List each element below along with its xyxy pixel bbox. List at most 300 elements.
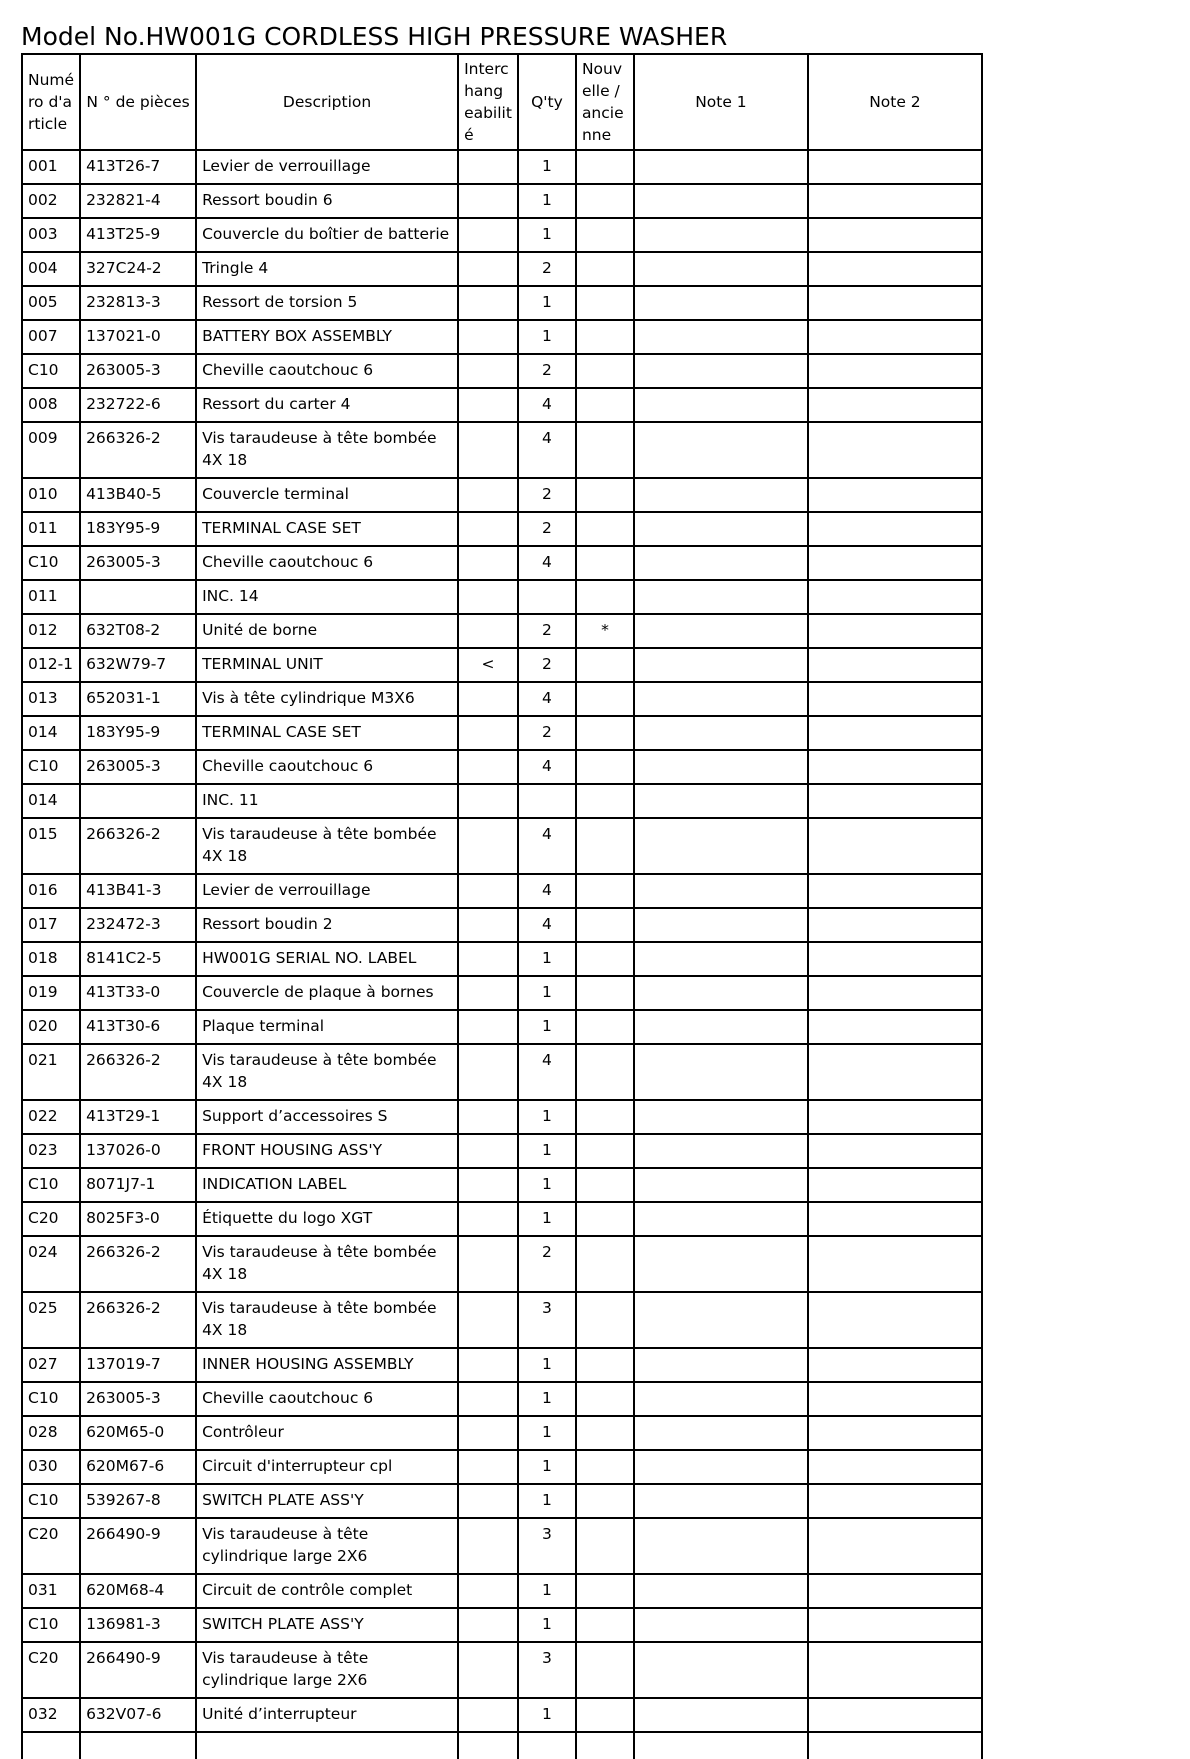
new-old-cell <box>576 1642 634 1698</box>
description-cell: Ressort du carter 4 <box>196 388 458 422</box>
part-number-cell: 266326-2 <box>80 1044 196 1100</box>
note-1-cell <box>634 218 808 252</box>
part-number-cell: 183Y95-9 <box>80 716 196 750</box>
quantity-cell <box>518 1732 576 1759</box>
description-cell: Cheville caoutchouc 6 <box>196 750 458 784</box>
part-number-cell: 263005-3 <box>80 750 196 784</box>
note-2-cell <box>808 286 982 320</box>
new-old-cell <box>576 1100 634 1134</box>
interchangeability-cell <box>458 716 518 750</box>
note-1-cell <box>634 1608 808 1642</box>
table-row <box>22 546 982 580</box>
description-cell: HW001G SERIAL NO. LABEL <box>196 942 458 976</box>
note-2-cell <box>808 252 982 286</box>
item-number-cell: 004 <box>22 252 80 286</box>
table-row <box>22 614 982 648</box>
description-cell: Étiquette du logo XGT <box>196 1202 458 1236</box>
header-quantity: Q'ty <box>518 54 576 150</box>
part-number-cell: 413T30-6 <box>80 1010 196 1044</box>
item-number-cell: C10 <box>22 546 80 580</box>
description-cell <box>196 1732 458 1759</box>
interchangeability-cell <box>458 682 518 716</box>
note-2-cell <box>808 388 982 422</box>
item-number-cell: C20 <box>22 1518 80 1574</box>
interchangeability-cell <box>458 1044 518 1100</box>
note-2-cell <box>808 1518 982 1574</box>
part-number-cell: 137026-0 <box>80 1134 196 1168</box>
new-old-cell <box>576 1518 634 1574</box>
note-1-cell <box>634 1348 808 1382</box>
item-number-cell: 031 <box>22 1574 80 1608</box>
table-row <box>22 1642 982 1698</box>
quantity-cell: 4 <box>518 874 576 908</box>
note-1-cell <box>634 1202 808 1236</box>
table-row <box>22 942 982 976</box>
note-1-cell <box>634 1698 808 1732</box>
table-row <box>22 784 982 818</box>
interchangeability-cell <box>458 784 518 818</box>
note-1-cell <box>634 1168 808 1202</box>
table-row <box>22 1698 982 1732</box>
quantity-cell: 2 <box>518 614 576 648</box>
note-2-cell <box>808 478 982 512</box>
note-2-cell <box>808 1236 982 1292</box>
note-2-cell <box>808 1044 982 1100</box>
quantity-cell: 1 <box>518 320 576 354</box>
part-number-cell: 413T29-1 <box>80 1100 196 1134</box>
quantity-cell: 1 <box>518 1382 576 1416</box>
interchangeability-cell <box>458 580 518 614</box>
note-2-cell <box>808 1382 982 1416</box>
note-2-cell <box>808 1416 982 1450</box>
quantity-cell: 4 <box>518 818 576 874</box>
quantity-cell: 1 <box>518 184 576 218</box>
new-old-cell <box>576 1416 634 1450</box>
new-old-cell <box>576 1044 634 1100</box>
note-2-cell <box>808 218 982 252</box>
item-number-cell: 028 <box>22 1416 80 1450</box>
quantity-cell: 1 <box>518 1450 576 1484</box>
item-number-cell: 005 <box>22 286 80 320</box>
note-1-cell <box>634 942 808 976</box>
item-number-cell: 008 <box>22 388 80 422</box>
item-number-cell: 030 <box>22 1450 80 1484</box>
item-number-cell: 022 <box>22 1100 80 1134</box>
part-number-cell <box>80 1732 196 1759</box>
item-number-cell: 020 <box>22 1010 80 1044</box>
table-row <box>22 1292 982 1348</box>
new-old-cell: * <box>576 614 634 648</box>
part-number-cell: 232472-3 <box>80 908 196 942</box>
note-2-cell <box>808 1732 982 1759</box>
interchangeability-cell <box>458 1292 518 1348</box>
new-old-cell <box>576 184 634 218</box>
interchangeability-cell <box>458 942 518 976</box>
description-cell: Cheville caoutchouc 6 <box>196 354 458 388</box>
quantity-cell: 2 <box>518 478 576 512</box>
new-old-cell <box>576 1608 634 1642</box>
description-cell: Tringle 4 <box>196 252 458 286</box>
description-cell: TERMINAL UNIT <box>196 648 458 682</box>
note-2-cell <box>808 1292 982 1348</box>
new-old-cell <box>576 648 634 682</box>
new-old-cell <box>576 1382 634 1416</box>
description-cell: Vis taraudeuse à tête bombée 4X 18 <box>196 818 458 874</box>
interchangeability-cell <box>458 354 518 388</box>
new-old-cell <box>576 1348 634 1382</box>
new-old-cell <box>576 150 634 184</box>
note-2-cell <box>808 648 982 682</box>
note-2-cell <box>808 874 982 908</box>
part-number-cell: 263005-3 <box>80 1382 196 1416</box>
note-1-cell <box>634 750 808 784</box>
header-new-old: Nouv elle / ancie nne <box>576 54 634 150</box>
new-old-cell <box>576 750 634 784</box>
item-number-cell: 003 <box>22 218 80 252</box>
item-number-cell: 011 <box>22 512 80 546</box>
table-row <box>22 150 982 184</box>
note-1-cell <box>634 648 808 682</box>
new-old-cell <box>576 908 634 942</box>
item-number-cell: 024 <box>22 1236 80 1292</box>
new-old-cell <box>576 716 634 750</box>
header-part-number: N ° de pièces <box>80 54 196 150</box>
note-2-cell <box>808 682 982 716</box>
note-1-cell <box>634 682 808 716</box>
note-1-cell <box>634 1416 808 1450</box>
description-cell: Vis taraudeuse à tête bombée 4X 18 <box>196 1236 458 1292</box>
item-number-cell: 012 <box>22 614 80 648</box>
quantity-cell: 4 <box>518 682 576 716</box>
description-cell: TERMINAL CASE SET <box>196 716 458 750</box>
part-number-cell: 8025F3-0 <box>80 1202 196 1236</box>
new-old-cell <box>576 1292 634 1348</box>
item-number-cell: 001 <box>22 150 80 184</box>
quantity-cell: 2 <box>518 512 576 546</box>
part-number-cell: 137019-7 <box>80 1348 196 1382</box>
note-2-cell <box>808 784 982 818</box>
interchangeability-cell <box>458 1642 518 1698</box>
part-number-cell: 327C24-2 <box>80 252 196 286</box>
note-1-cell <box>634 512 808 546</box>
note-2-cell <box>808 716 982 750</box>
description-cell: Cheville caoutchouc 6 <box>196 546 458 580</box>
parts-table <box>21 53 983 1759</box>
note-2-cell <box>808 1168 982 1202</box>
note-1-cell <box>634 354 808 388</box>
table-row <box>22 976 982 1010</box>
new-old-cell <box>576 422 634 478</box>
description-cell: Vis taraudeuse à tête bombée 4X 18 <box>196 1044 458 1100</box>
table-row <box>22 580 982 614</box>
note-2-cell <box>808 976 982 1010</box>
note-1-cell <box>634 1518 808 1574</box>
description-cell: Couvercle de plaque à bornes <box>196 976 458 1010</box>
part-number-cell: 632T08-2 <box>80 614 196 648</box>
interchangeability-cell <box>458 1100 518 1134</box>
table-row <box>22 1518 982 1574</box>
item-number-cell: 011 <box>22 580 80 614</box>
table-row <box>22 218 982 252</box>
interchangeability-cell <box>458 546 518 580</box>
item-number-cell: 015 <box>22 818 80 874</box>
part-number-cell: 266326-2 <box>80 422 196 478</box>
quantity-cell: 2 <box>518 716 576 750</box>
part-number-cell: 183Y95-9 <box>80 512 196 546</box>
table-row <box>22 1100 982 1134</box>
note-1-cell <box>634 1574 808 1608</box>
table-row <box>22 1574 982 1608</box>
quantity-cell: 2 <box>518 1236 576 1292</box>
interchangeability-cell <box>458 1608 518 1642</box>
description-cell: Ressort boudin 2 <box>196 908 458 942</box>
interchangeability-cell <box>458 874 518 908</box>
table-row <box>22 1416 982 1450</box>
quantity-cell: 1 <box>518 1608 576 1642</box>
interchangeability-cell <box>458 1134 518 1168</box>
description-cell: INC. 14 <box>196 580 458 614</box>
table-row <box>22 1044 982 1100</box>
description-cell: Ressort boudin 6 <box>196 184 458 218</box>
part-number-cell: 136981-3 <box>80 1608 196 1642</box>
new-old-cell <box>576 1236 634 1292</box>
new-old-cell <box>576 1168 634 1202</box>
new-old-cell <box>576 682 634 716</box>
item-number-cell: 025 <box>22 1292 80 1348</box>
table-row <box>22 1608 982 1642</box>
note-2-cell <box>808 1574 982 1608</box>
interchangeability-cell <box>458 512 518 546</box>
note-1-cell <box>634 150 808 184</box>
note-1-cell <box>634 388 808 422</box>
part-number-cell: 413B41-3 <box>80 874 196 908</box>
interchangeability-cell <box>458 218 518 252</box>
note-1-cell <box>634 874 808 908</box>
part-number-cell: 8071J7-1 <box>80 1168 196 1202</box>
part-number-cell: 620M65-0 <box>80 1416 196 1450</box>
quantity-cell: 1 <box>518 942 576 976</box>
part-number-cell <box>80 580 196 614</box>
part-number-cell: 620M67-6 <box>80 1450 196 1484</box>
item-number-cell: C10 <box>22 1484 80 1518</box>
item-number-cell: 016 <box>22 874 80 908</box>
table-row <box>22 354 982 388</box>
table-row <box>22 512 982 546</box>
note-2-cell <box>808 1642 982 1698</box>
item-number-cell: 017 <box>22 908 80 942</box>
note-2-cell <box>808 1348 982 1382</box>
part-number-cell: 266326-2 <box>80 1292 196 1348</box>
part-number-cell: 266326-2 <box>80 1236 196 1292</box>
note-1-cell <box>634 1236 808 1292</box>
description-cell: SWITCH PLATE ASS'Y <box>196 1608 458 1642</box>
quantity-cell: 2 <box>518 252 576 286</box>
item-number-cell: C10 <box>22 750 80 784</box>
table-row <box>22 1732 982 1759</box>
part-number-cell: 620M68-4 <box>80 1574 196 1608</box>
interchangeability-cell: < <box>458 648 518 682</box>
note-1-cell <box>634 818 808 874</box>
table-row <box>22 1010 982 1044</box>
description-cell: Cheville caoutchouc 6 <box>196 1382 458 1416</box>
note-1-cell <box>634 546 808 580</box>
note-1-cell <box>634 1044 808 1100</box>
interchangeability-cell <box>458 320 518 354</box>
new-old-cell <box>576 252 634 286</box>
description-cell: Ressort de torsion 5 <box>196 286 458 320</box>
table-row <box>22 1168 982 1202</box>
note-1-cell <box>634 252 808 286</box>
part-number-cell: 232821-4 <box>80 184 196 218</box>
quantity-cell: 1 <box>518 1202 576 1236</box>
table-row <box>22 682 982 716</box>
description-cell: Levier de verrouillage <box>196 874 458 908</box>
header-description: Description <box>196 54 458 150</box>
quantity-cell: 1 <box>518 1010 576 1044</box>
description-cell: Vis taraudeuse à tête cylindrique large 2X6 <box>196 1518 458 1574</box>
interchangeability-cell <box>458 1698 518 1732</box>
description-cell: Circuit d'interrupteur cpl <box>196 1450 458 1484</box>
table-row <box>22 422 982 478</box>
note-2-cell <box>808 184 982 218</box>
new-old-cell <box>576 218 634 252</box>
note-2-cell <box>808 580 982 614</box>
note-2-cell <box>808 818 982 874</box>
table-row <box>22 286 982 320</box>
new-old-cell <box>576 784 634 818</box>
quantity-cell <box>518 784 576 818</box>
item-number-cell: 002 <box>22 184 80 218</box>
item-number-cell: 012-1 <box>22 648 80 682</box>
note-1-cell <box>634 184 808 218</box>
new-old-cell <box>576 580 634 614</box>
table-row <box>22 1348 982 1382</box>
new-old-cell <box>576 942 634 976</box>
new-old-cell <box>576 1574 634 1608</box>
table-row <box>22 1382 982 1416</box>
description-cell: Couvercle du boîtier de batterie <box>196 218 458 252</box>
quantity-cell: 4 <box>518 1044 576 1100</box>
description-cell: Levier de verrouillage <box>196 150 458 184</box>
quantity-cell: 4 <box>518 546 576 580</box>
item-number-cell: C20 <box>22 1642 80 1698</box>
part-number-cell: 539267-8 <box>80 1484 196 1518</box>
interchangeability-cell <box>458 1484 518 1518</box>
description-cell: Vis taraudeuse à tête cylindrique large 2X6 <box>196 1642 458 1698</box>
interchangeability-cell <box>458 614 518 648</box>
note-2-cell <box>808 1698 982 1732</box>
quantity-cell: 1 <box>518 1348 576 1382</box>
note-1-cell <box>634 614 808 648</box>
quantity-cell: 4 <box>518 388 576 422</box>
item-number-cell: 021 <box>22 1044 80 1100</box>
interchangeability-cell <box>458 908 518 942</box>
item-number-cell: C20 <box>22 1202 80 1236</box>
part-number-cell: 232813-3 <box>80 286 196 320</box>
item-number-cell: C10 <box>22 1168 80 1202</box>
table-row <box>22 1134 982 1168</box>
quantity-cell: 2 <box>518 354 576 388</box>
table-row <box>22 388 982 422</box>
item-number-cell: 010 <box>22 478 80 512</box>
note-2-cell <box>808 1134 982 1168</box>
new-old-cell <box>576 1732 634 1759</box>
item-number-cell: 032 <box>22 1698 80 1732</box>
note-1-cell <box>634 908 808 942</box>
note-1-cell <box>634 1484 808 1518</box>
table-row <box>22 750 982 784</box>
new-old-cell <box>576 546 634 580</box>
quantity-cell <box>518 580 576 614</box>
interchangeability-cell <box>458 286 518 320</box>
new-old-cell <box>576 1698 634 1732</box>
note-2-cell <box>808 908 982 942</box>
note-2-cell <box>808 1608 982 1642</box>
table-row <box>22 252 982 286</box>
table-row <box>22 184 982 218</box>
note-1-cell <box>634 422 808 478</box>
note-2-cell <box>808 614 982 648</box>
quantity-cell: 4 <box>518 908 576 942</box>
note-1-cell <box>634 1292 808 1348</box>
description-cell: Circuit de contrôle complet <box>196 1574 458 1608</box>
table-row <box>22 908 982 942</box>
quantity-cell: 3 <box>518 1642 576 1698</box>
new-old-cell <box>576 388 634 422</box>
table-row <box>22 1202 982 1236</box>
note-1-cell <box>634 784 808 818</box>
new-old-cell <box>576 354 634 388</box>
description-cell: Vis taraudeuse à tête bombée 4X 18 <box>196 422 458 478</box>
quantity-cell: 4 <box>518 750 576 784</box>
table-header-row <box>22 54 982 150</box>
quantity-cell: 1 <box>518 286 576 320</box>
interchangeability-cell <box>458 1382 518 1416</box>
description-cell: INDICATION LABEL <box>196 1168 458 1202</box>
table-row <box>22 1236 982 1292</box>
header-note-1: Note 1 <box>634 54 808 150</box>
note-1-cell <box>634 1732 808 1759</box>
new-old-cell <box>576 818 634 874</box>
interchangeability-cell <box>458 150 518 184</box>
interchangeability-cell <box>458 388 518 422</box>
item-number-cell: C10 <box>22 1608 80 1642</box>
description-cell: Unité d’interrupteur <box>196 1698 458 1732</box>
note-1-cell <box>634 1134 808 1168</box>
new-old-cell <box>576 976 634 1010</box>
interchangeability-cell <box>458 1450 518 1484</box>
item-number-cell: 023 <box>22 1134 80 1168</box>
table-row <box>22 818 982 874</box>
quantity-cell: 1 <box>518 976 576 1010</box>
note-2-cell <box>808 320 982 354</box>
table-row <box>22 320 982 354</box>
description-cell: Unité de borne <box>196 614 458 648</box>
description-cell: Support d’accessoires S <box>196 1100 458 1134</box>
note-2-cell <box>808 1202 982 1236</box>
part-number-cell: 8141C2-5 <box>80 942 196 976</box>
interchangeability-cell <box>458 184 518 218</box>
description-cell: INNER HOUSING ASSEMBLY <box>196 1348 458 1382</box>
note-1-cell <box>634 976 808 1010</box>
part-number-cell: 263005-3 <box>80 546 196 580</box>
header-note-2: Note 2 <box>808 54 982 150</box>
item-number-cell: 014 <box>22 716 80 750</box>
description-cell: BATTERY BOX ASSEMBLY <box>196 320 458 354</box>
quantity-cell: 1 <box>518 1134 576 1168</box>
quantity-cell: 1 <box>518 1484 576 1518</box>
description-cell: Vis à tête cylindrique M3X6 <box>196 682 458 716</box>
